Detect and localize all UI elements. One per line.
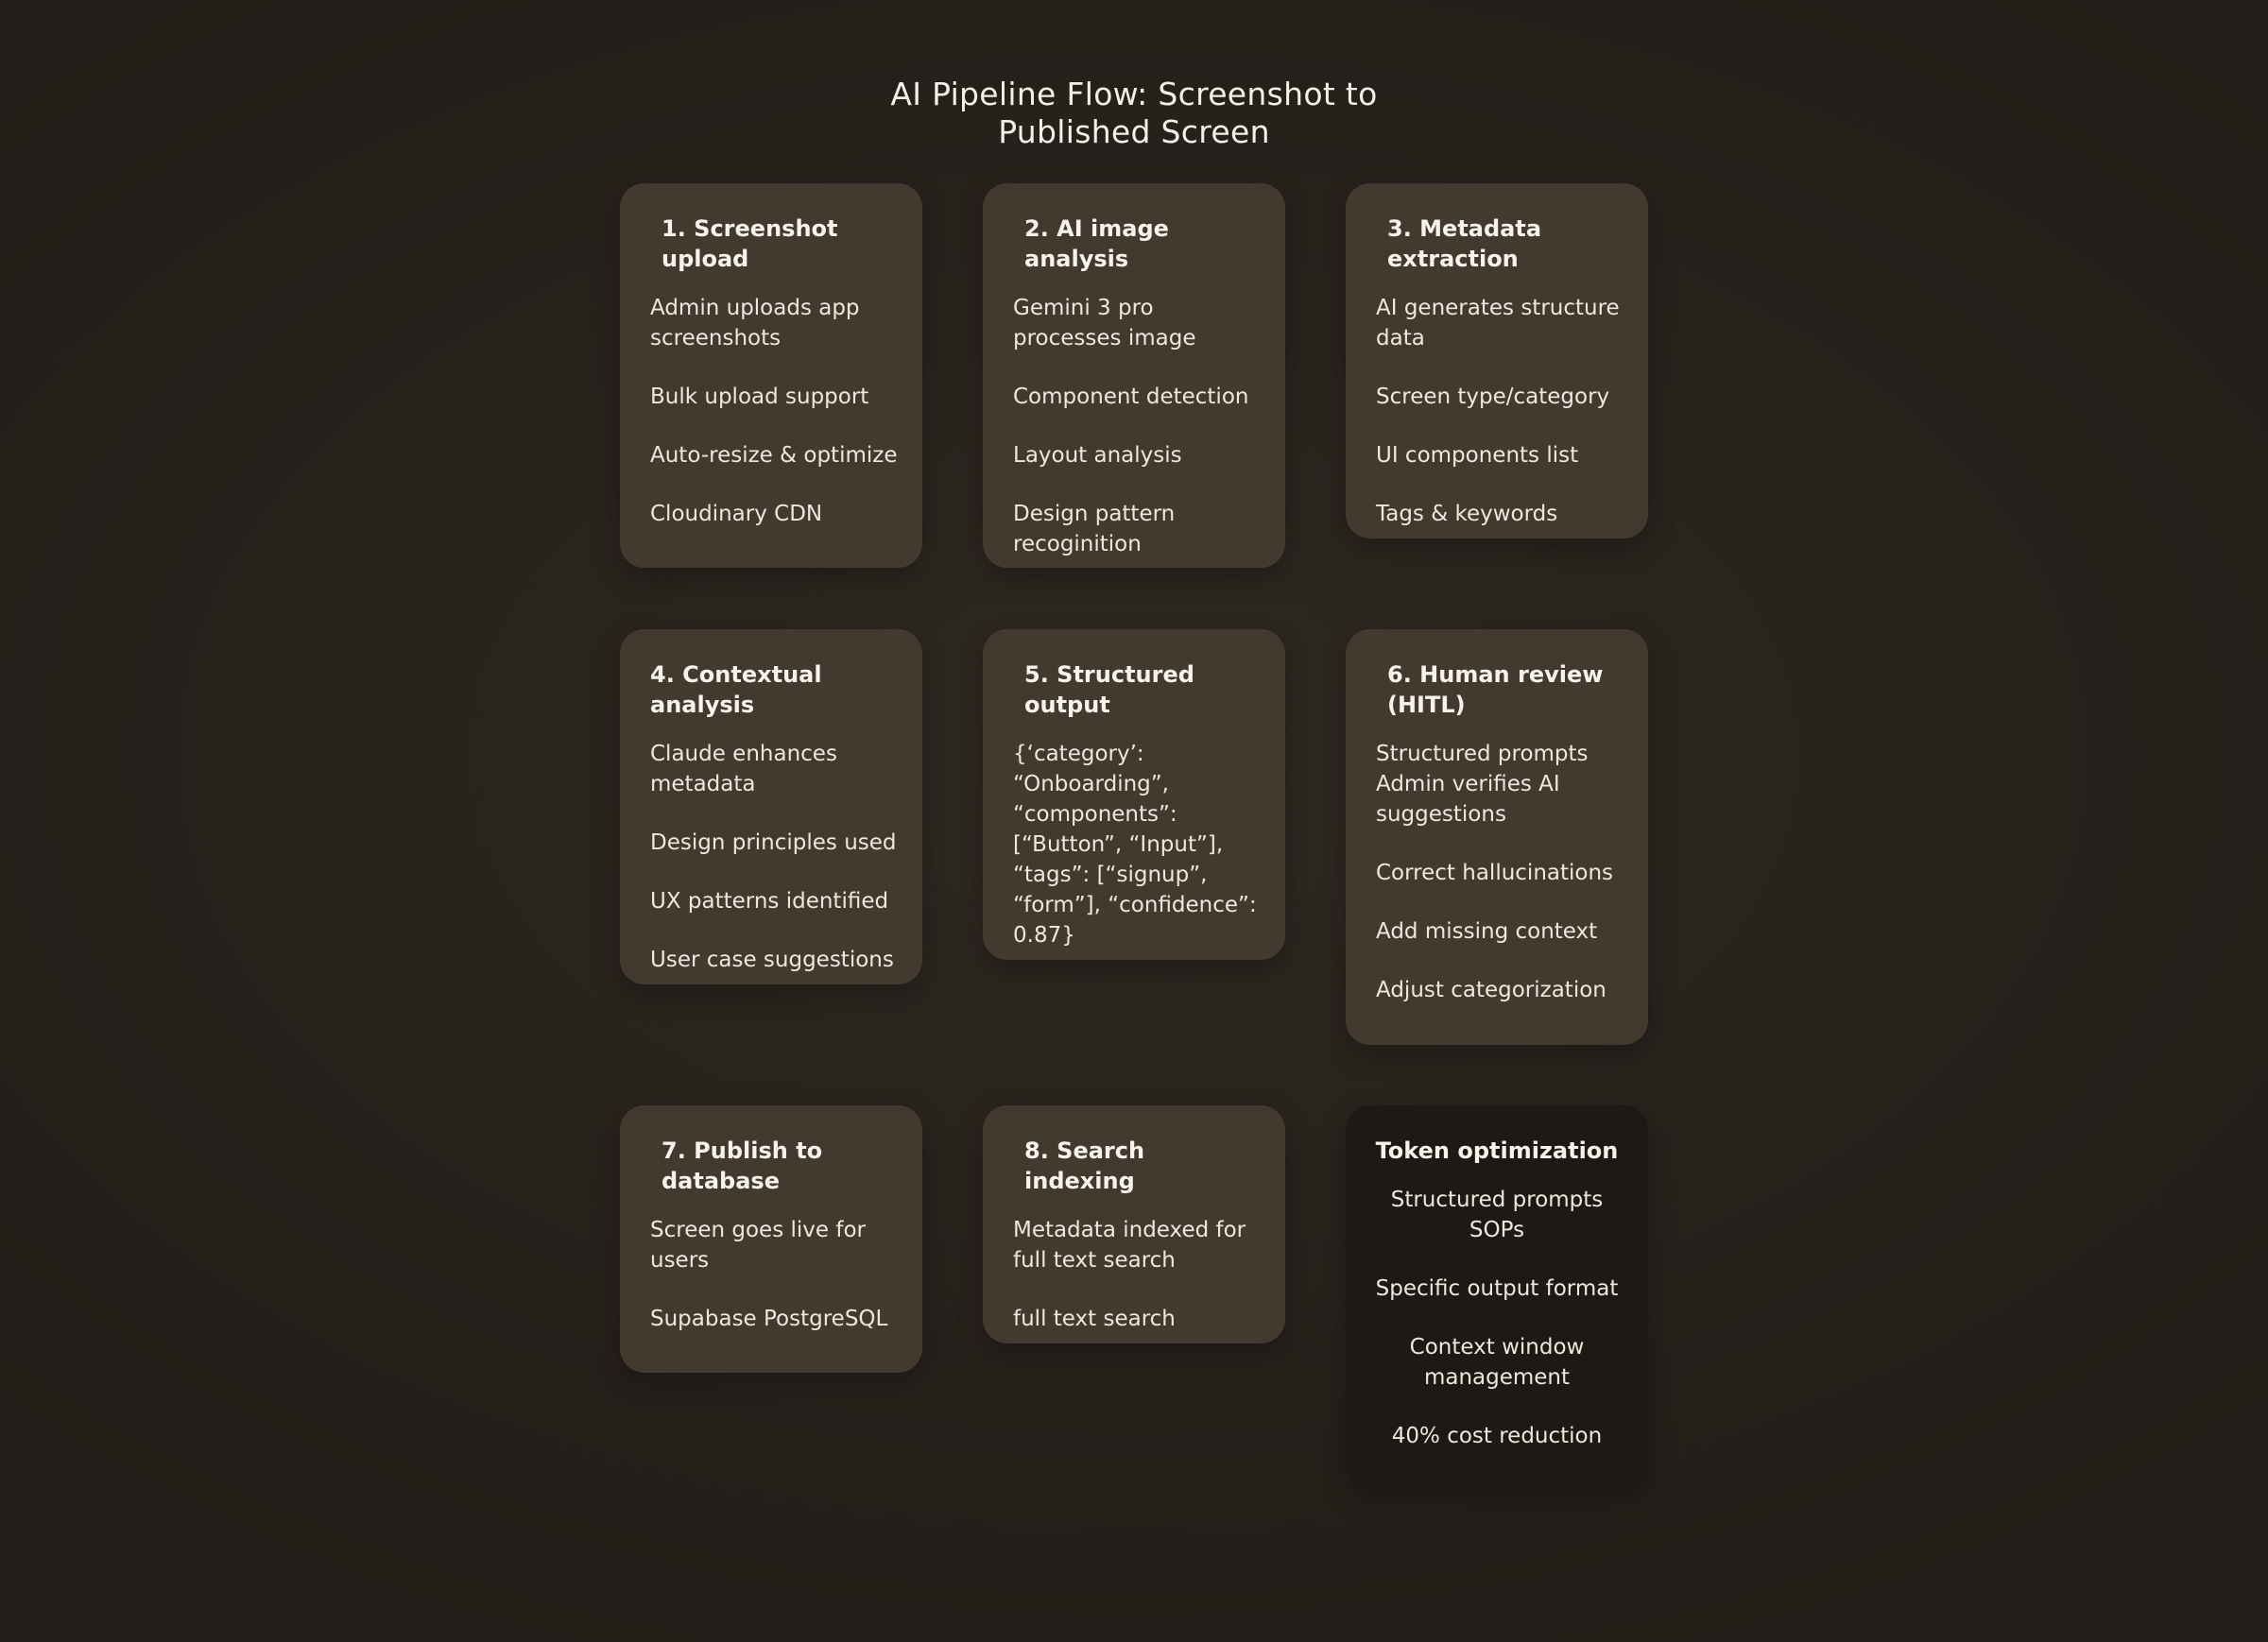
step-item: Specific output format <box>1375 1276 1619 1301</box>
diagram-title <box>0 76 2268 151</box>
step-title: 4. Contextual analysis <box>650 661 822 718</box>
step-card-structured-output <box>983 629 1285 960</box>
step-title: 3. Metadata extraction <box>1387 215 1542 272</box>
step-title: 1. Screenshot upload <box>662 215 838 272</box>
step-item: UX patterns identified <box>650 889 889 914</box>
step-items <box>1013 293 1263 559</box>
step-card-metadata-extraction <box>1346 183 1648 539</box>
step-item: Correct hallucinations <box>1376 861 1614 885</box>
step-items <box>1376 293 1625 529</box>
step-item: Screen goes live for users <box>650 1218 866 1273</box>
step-item: Structured prompts Admin verifies AI suggestions <box>1376 742 1589 827</box>
card-token-optimization <box>1346 1105 1648 1488</box>
step-title: 2. AI image analysis <box>1024 215 1169 272</box>
step-item: Metadata indexed for full text search <box>1013 1218 1246 1273</box>
diagram-title-line-2: Published Screen <box>998 113 1270 151</box>
step-title: 6. Human review (HITL) <box>1387 661 1604 718</box>
step-items <box>1013 739 1263 950</box>
step-items <box>1376 739 1625 1005</box>
step-item: Tags & keywords <box>1376 502 1558 526</box>
step-items <box>1013 1215 1263 1334</box>
step-card-publish-to-database <box>620 1105 922 1373</box>
step-item: Design pattern recoginition <box>1013 502 1176 556</box>
step-card-screenshot-upload <box>620 183 922 568</box>
step-item: Adjust categorization <box>1376 978 1606 1002</box>
step-item: Auto-resize & optimize <box>650 443 898 468</box>
step-title: Token optimization <box>1375 1137 1619 1164</box>
step-items <box>1368 1185 1625 1451</box>
step-items <box>650 739 900 975</box>
step-item: 40% cost reduction <box>1391 1424 1603 1448</box>
step-item: Gemini 3 pro processes image <box>1013 296 1196 351</box>
step-item: Component detection <box>1013 385 1249 409</box>
step-item: Admin uploads app screenshots <box>650 296 860 351</box>
step-item: Context window management <box>1409 1335 1585 1390</box>
structured-output-json: {‘category’: “Onboarding”, “components”: [“Button”, “Input”], “tags”: [“signup”, “form”], “confidence”: 0.87} <box>1013 742 1257 948</box>
step-item: Cloudinary CDN <box>650 502 823 526</box>
step-item: Design principles used <box>650 830 897 855</box>
step-item: UI components list <box>1376 443 1579 468</box>
step-item: Add missing context <box>1376 919 1598 944</box>
step-item: AI generates structure data <box>1376 296 1620 351</box>
step-card-contextual-analysis <box>620 629 922 984</box>
step-card-human-review <box>1346 629 1648 1045</box>
step-item: Bulk upload support <box>650 385 869 409</box>
step-items <box>650 1215 900 1334</box>
step-title: 5. Structured output <box>1024 661 1194 718</box>
step-item: Layout analysis <box>1013 443 1182 468</box>
step-items <box>650 293 900 529</box>
step-item: User case suggestions <box>650 948 894 972</box>
step-card-search-indexing <box>983 1105 1285 1343</box>
diagram-title-line-1: AI Pipeline Flow: Screenshot to <box>890 76 1378 113</box>
step-item: full text search <box>1013 1307 1176 1331</box>
step-item: Screen type/category <box>1376 385 1610 409</box>
step-item: Supabase PostgreSQL <box>650 1307 888 1331</box>
step-item: Claude enhances metadata <box>650 742 837 796</box>
step-title: 8. Search indexing <box>1024 1137 1145 1194</box>
step-title: 7. Publish to database <box>662 1137 823 1194</box>
step-item: Structured prompts SOPs <box>1390 1188 1604 1242</box>
step-card-ai-image-analysis <box>983 183 1285 568</box>
